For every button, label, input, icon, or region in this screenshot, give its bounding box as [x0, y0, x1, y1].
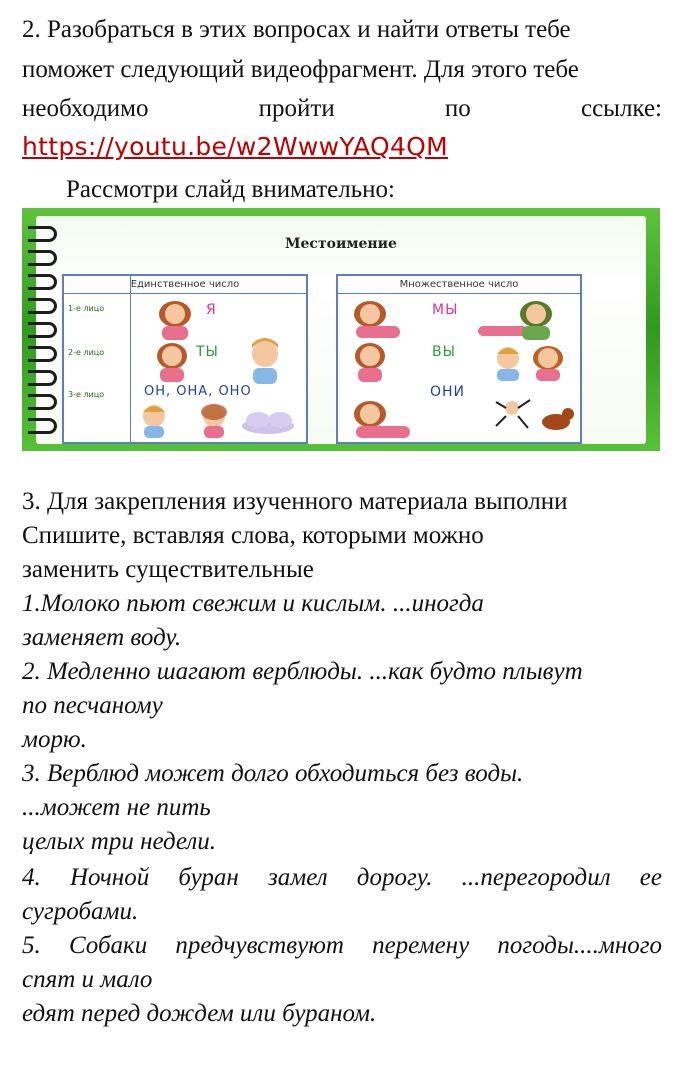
- task3-line-3: заменить существительные: [22, 556, 314, 583]
- sentence-5a: 5. Собаки предчувствуют перемену погоды....много: [22, 932, 662, 959]
- spiral-ring-icon: [28, 274, 57, 290]
- sentence-4a: 4. Ночной буран замел дорогу. ...перегородил ее: [22, 864, 662, 891]
- girl-figure-icon: [150, 296, 200, 340]
- slide-caption: Рассмотри слайд внимательно:: [66, 176, 395, 203]
- row-label-2: 2-е лицо: [68, 348, 105, 357]
- girl-figure-icon: [478, 296, 558, 340]
- sentence-5b: спят и мало: [22, 966, 153, 993]
- sentence-3a: 3. Верблюд может долго обходиться без воды.: [22, 760, 524, 787]
- task2-line-2: поможет следующий видеофрагмент. Для этого тебе: [22, 56, 579, 83]
- boy-figure-icon: [240, 334, 290, 384]
- people-and-dog-icon: [346, 396, 576, 440]
- girl-figure-icon: [346, 296, 406, 340]
- slide-page: [36, 216, 646, 444]
- plural-panel: [336, 274, 582, 444]
- youtube-link[interactable]: https://youtu.be/w2WwwYAQ4QM: [22, 132, 449, 161]
- third-person-figures-icon: [138, 400, 328, 438]
- sentence-1a: 1.Молоко пьют свежим и кислым. ...иногда: [22, 590, 484, 617]
- header-divider: [64, 293, 306, 294]
- word-neobhodimo: необходимо: [22, 95, 149, 122]
- task2-line-3: [22, 95, 662, 123]
- sentence-2c: морю.: [22, 726, 87, 753]
- task2-line-1: 2. Разобраться в этих вопросах и найти ответы тебе: [22, 16, 571, 43]
- sentence-5c: едят перед дождем или бураном.: [22, 1000, 377, 1027]
- sentence-3b: ...может не пить: [22, 794, 211, 821]
- spiral-ring-icon: [28, 226, 57, 242]
- girl-figure-icon: [150, 338, 194, 382]
- sentence-1b: заменяет воду.: [22, 624, 182, 651]
- column-divider: [130, 276, 131, 442]
- header-divider: [338, 293, 580, 294]
- spiral-ring-icon: [28, 418, 57, 434]
- pronoun-slide: [22, 208, 660, 451]
- pronoun-oni: ОНИ: [430, 384, 466, 400]
- pronoun-ya: Я: [206, 302, 217, 318]
- singular-panel: [62, 274, 308, 444]
- slide-title: Местоимение: [285, 236, 397, 252]
- task3-line-1: 3. Для закрепления изученного материала выполни: [22, 488, 568, 515]
- plural-header: Множественное число: [399, 279, 519, 290]
- girl-figure-icon: [346, 338, 396, 382]
- children-figures-icon: [488, 338, 574, 382]
- spiral-ring-icon: [28, 250, 57, 266]
- word-po: по: [444, 95, 471, 122]
- spiral-ring-icon: [28, 298, 57, 314]
- spiral-ring-icon: [28, 322, 57, 338]
- spiral-ring-icon: [28, 370, 57, 386]
- row-label-1: 1-е лицо: [68, 304, 105, 313]
- pronoun-ty: ТЫ: [196, 344, 219, 360]
- sentence-3c: целых три недели.: [22, 828, 217, 855]
- word-proyti: пройти: [258, 95, 335, 122]
- spiral-ring-icon: [28, 394, 57, 410]
- pronoun-vy: ВЫ: [432, 344, 456, 360]
- sentence-2b: по песчаному: [22, 692, 163, 719]
- word-ssylke: ссылке:: [580, 95, 662, 122]
- spiral-ring-icon: [28, 346, 57, 362]
- sentence-2a: 2. Медленно шагают верблюды. ...как будто плывут: [22, 658, 583, 685]
- task3-line-2: Спишите, вставляя слова, которыми можно: [22, 522, 484, 549]
- sentence-4b: сугробами.: [22, 898, 139, 925]
- singular-header: Единственное число: [130, 279, 240, 290]
- pronoun-my: МЫ: [432, 302, 459, 318]
- pronoun-on-ona-ono: ОН, ОНА, ОНО: [144, 384, 252, 399]
- row-label-3: 3-е лицо: [68, 390, 105, 399]
